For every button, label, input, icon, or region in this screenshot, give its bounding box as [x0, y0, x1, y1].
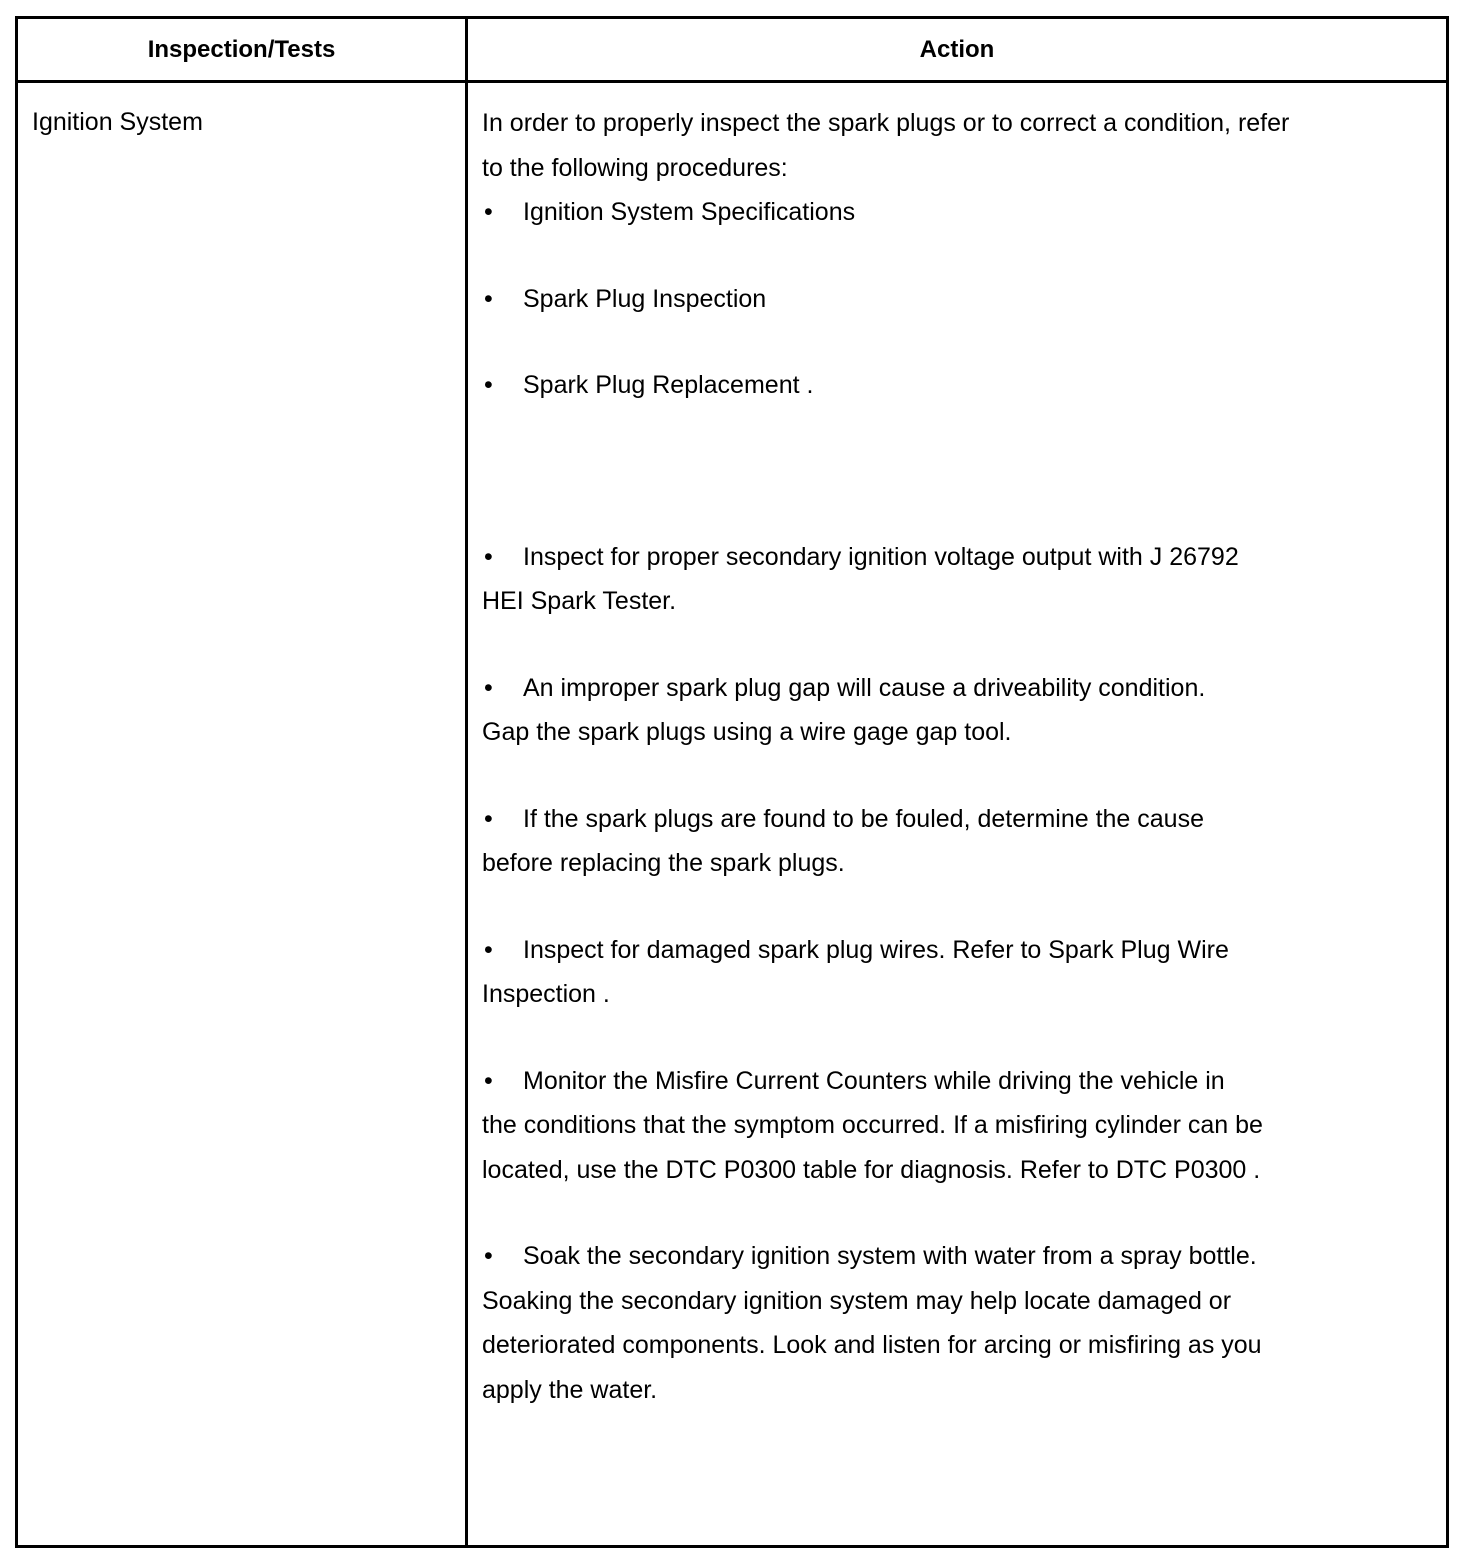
action-item — [482, 1059, 1402, 1193]
inspection-table — [15, 16, 1449, 1548]
action-item-first-line: • Monitor the Misfire Current Counters while driving the vehicle in — [482, 1059, 1402, 1104]
action-item-first-line: • Inspect for damaged spark plug wires. Refer to Spark Plug Wire — [482, 928, 1402, 973]
action-item-line: apply the water. — [482, 1375, 658, 1404]
action-item-first-line: • An improper spark plug gap will cause a driveability condition. — [482, 666, 1402, 711]
header-action: Action — [919, 35, 995, 63]
action-cell — [482, 101, 1402, 1412]
bullet-icon: • — [484, 1242, 493, 1270]
procedure-link-spark-plug-inspection: Spark Plug Inspection — [523, 284, 767, 313]
action-item-line: Gap the spark plugs using a wire gage gap tool. — [482, 718, 1012, 746]
bullet-icon: • — [484, 935, 493, 964]
action-item-line: the conditions that the symptom occurred. If a misfiring cylinder can be — [482, 1111, 1263, 1139]
action-item-line: deteriorated components. Look and listen for arcing or misfiring as you — [482, 1331, 1262, 1359]
intro-text — [482, 101, 1402, 190]
action-item-line: before replacing the spark plugs. — [482, 849, 845, 877]
action-item-first-line: • Soak the secondary ignition system with water from a spray bottle. — [482, 1234, 1402, 1279]
bullet-icon: • — [484, 371, 493, 399]
action-item — [482, 666, 1402, 755]
inspection-cell: Ignition System — [32, 108, 203, 136]
bullet-icon: • — [484, 284, 493, 313]
header-inspection-tests: Inspection/Tests — [147, 35, 336, 63]
action-item-first-line: • If the spark plugs are found to be fouled, determine the cause — [482, 797, 1402, 842]
bullet-icon: • — [484, 198, 493, 226]
bullet-icon: • — [484, 673, 493, 702]
bullet-icon: • — [484, 1066, 493, 1095]
action-item-line: Inspection . — [482, 980, 610, 1008]
intro-line: In order to properly inspect the spark plugs or to correct a condition, refer — [482, 109, 1290, 137]
action-item — [482, 797, 1402, 886]
column-divider — [465, 19, 468, 1545]
action-item — [482, 535, 1402, 624]
procedure-link-spark-plug-replacement: Spark Plug Replacement . — [523, 371, 814, 399]
procedure-link-ignition-system-specifications: Ignition System Specifications — [523, 198, 856, 226]
intro-line: to the following procedures: — [482, 153, 788, 182]
action-item — [482, 928, 1402, 1017]
procedure-item — [482, 363, 1402, 408]
action-item-first-line: • Inspect for proper secondary ignition voltage output with J 26792 — [482, 535, 1402, 580]
header-divider — [18, 80, 1446, 83]
action-item — [482, 1234, 1402, 1412]
bullet-icon: • — [484, 542, 493, 571]
action-item-line: located, use the DTC P0300 table for diagnosis. Refer to DTC P0300 . — [482, 1155, 1261, 1184]
bullet-icon: • — [484, 804, 493, 833]
procedure-item — [482, 190, 1402, 235]
action-item-line: Soaking the secondary ignition system may help locate damaged or — [482, 1286, 1232, 1315]
action-item-line: HEI Spark Tester. — [482, 587, 677, 615]
procedure-item — [482, 277, 1402, 322]
